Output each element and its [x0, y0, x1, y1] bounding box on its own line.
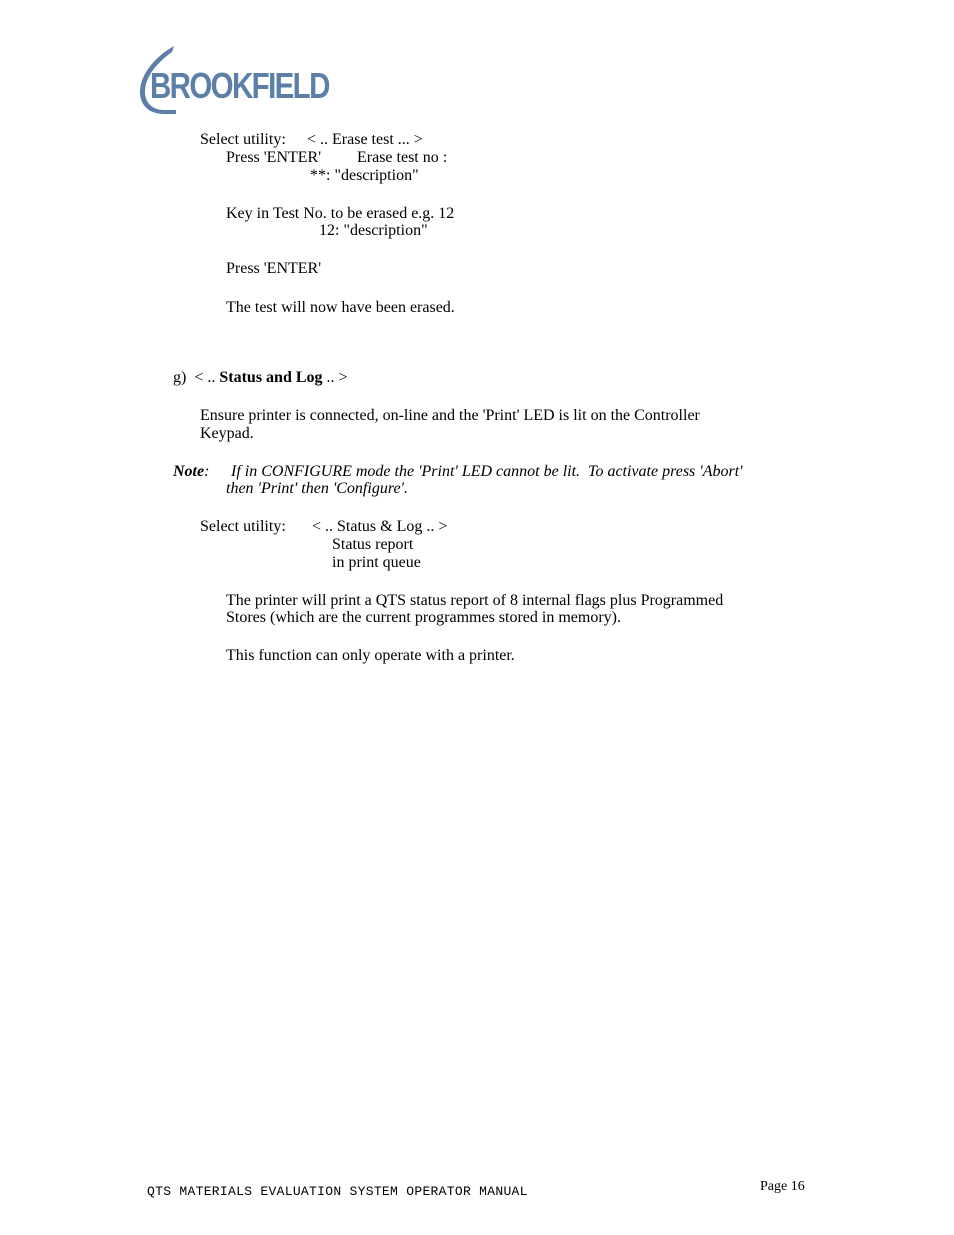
note-text-line2: then 'Print' then 'Configure'.: [226, 480, 408, 497]
erase-select-option: < .. Erase test ... >: [307, 131, 423, 148]
note-text-line1: If in CONFIGURE mode the 'Print' LED cannot be lit. To activate press 'Abort': [231, 463, 743, 480]
erase-example-description: 12: "description": [319, 222, 428, 239]
note-colon: :: [204, 463, 210, 480]
erase-key-in-instruction: Key in Test No. to be erased e.g. 12: [226, 205, 455, 222]
section-g-prefix: < ..: [194, 369, 216, 386]
footer-page-number: Page 16: [760, 1179, 805, 1194]
note-label: Note: [173, 463, 205, 480]
section-g-heading: [173, 369, 348, 387]
status-select-label: Select utility:: [200, 518, 286, 535]
erase-placeholder-description: **: "description": [310, 167, 419, 184]
ensure-printer-line1: Ensure printer is connected, on-line and the 'Print' LED is lit on the Controller: [200, 407, 700, 424]
note-line1: [173, 463, 209, 481]
logo-wordmark: BROOKFIELD: [150, 65, 329, 106]
erase-select-label: Select utility:: [200, 131, 286, 148]
printer-description-line2: Stores (which are the current programmes stored in memory).: [226, 609, 621, 626]
status-report-text: Status report: [332, 536, 414, 553]
erase-result: The test will now have been erased.: [226, 299, 455, 316]
section-g-title: Status and Log: [219, 369, 323, 386]
erase-press-enter-2: Press 'ENTER': [226, 260, 322, 277]
erase-test-no-label: Erase test no :: [357, 149, 448, 166]
section-g-suffix: .. >: [326, 369, 348, 386]
ensure-printer-line2: Keypad.: [200, 425, 254, 442]
brookfield-logo: [136, 44, 329, 116]
footer-manual-title: QTS MATERIALS EVALUATION SYSTEM OPERATOR MANUAL: [147, 1184, 528, 1199]
status-select-option: < .. Status & Log .. >: [312, 518, 448, 535]
erase-press-enter: Press 'ENTER': [226, 149, 322, 166]
section-g-marker: g): [173, 369, 187, 386]
printer-description-line1: The printer will print a QTS status report of 8 internal flags plus Programmed: [226, 592, 724, 609]
print-queue-text: in print queue: [332, 554, 421, 571]
printer-only-note: This function can only operate with a printer.: [226, 647, 515, 664]
